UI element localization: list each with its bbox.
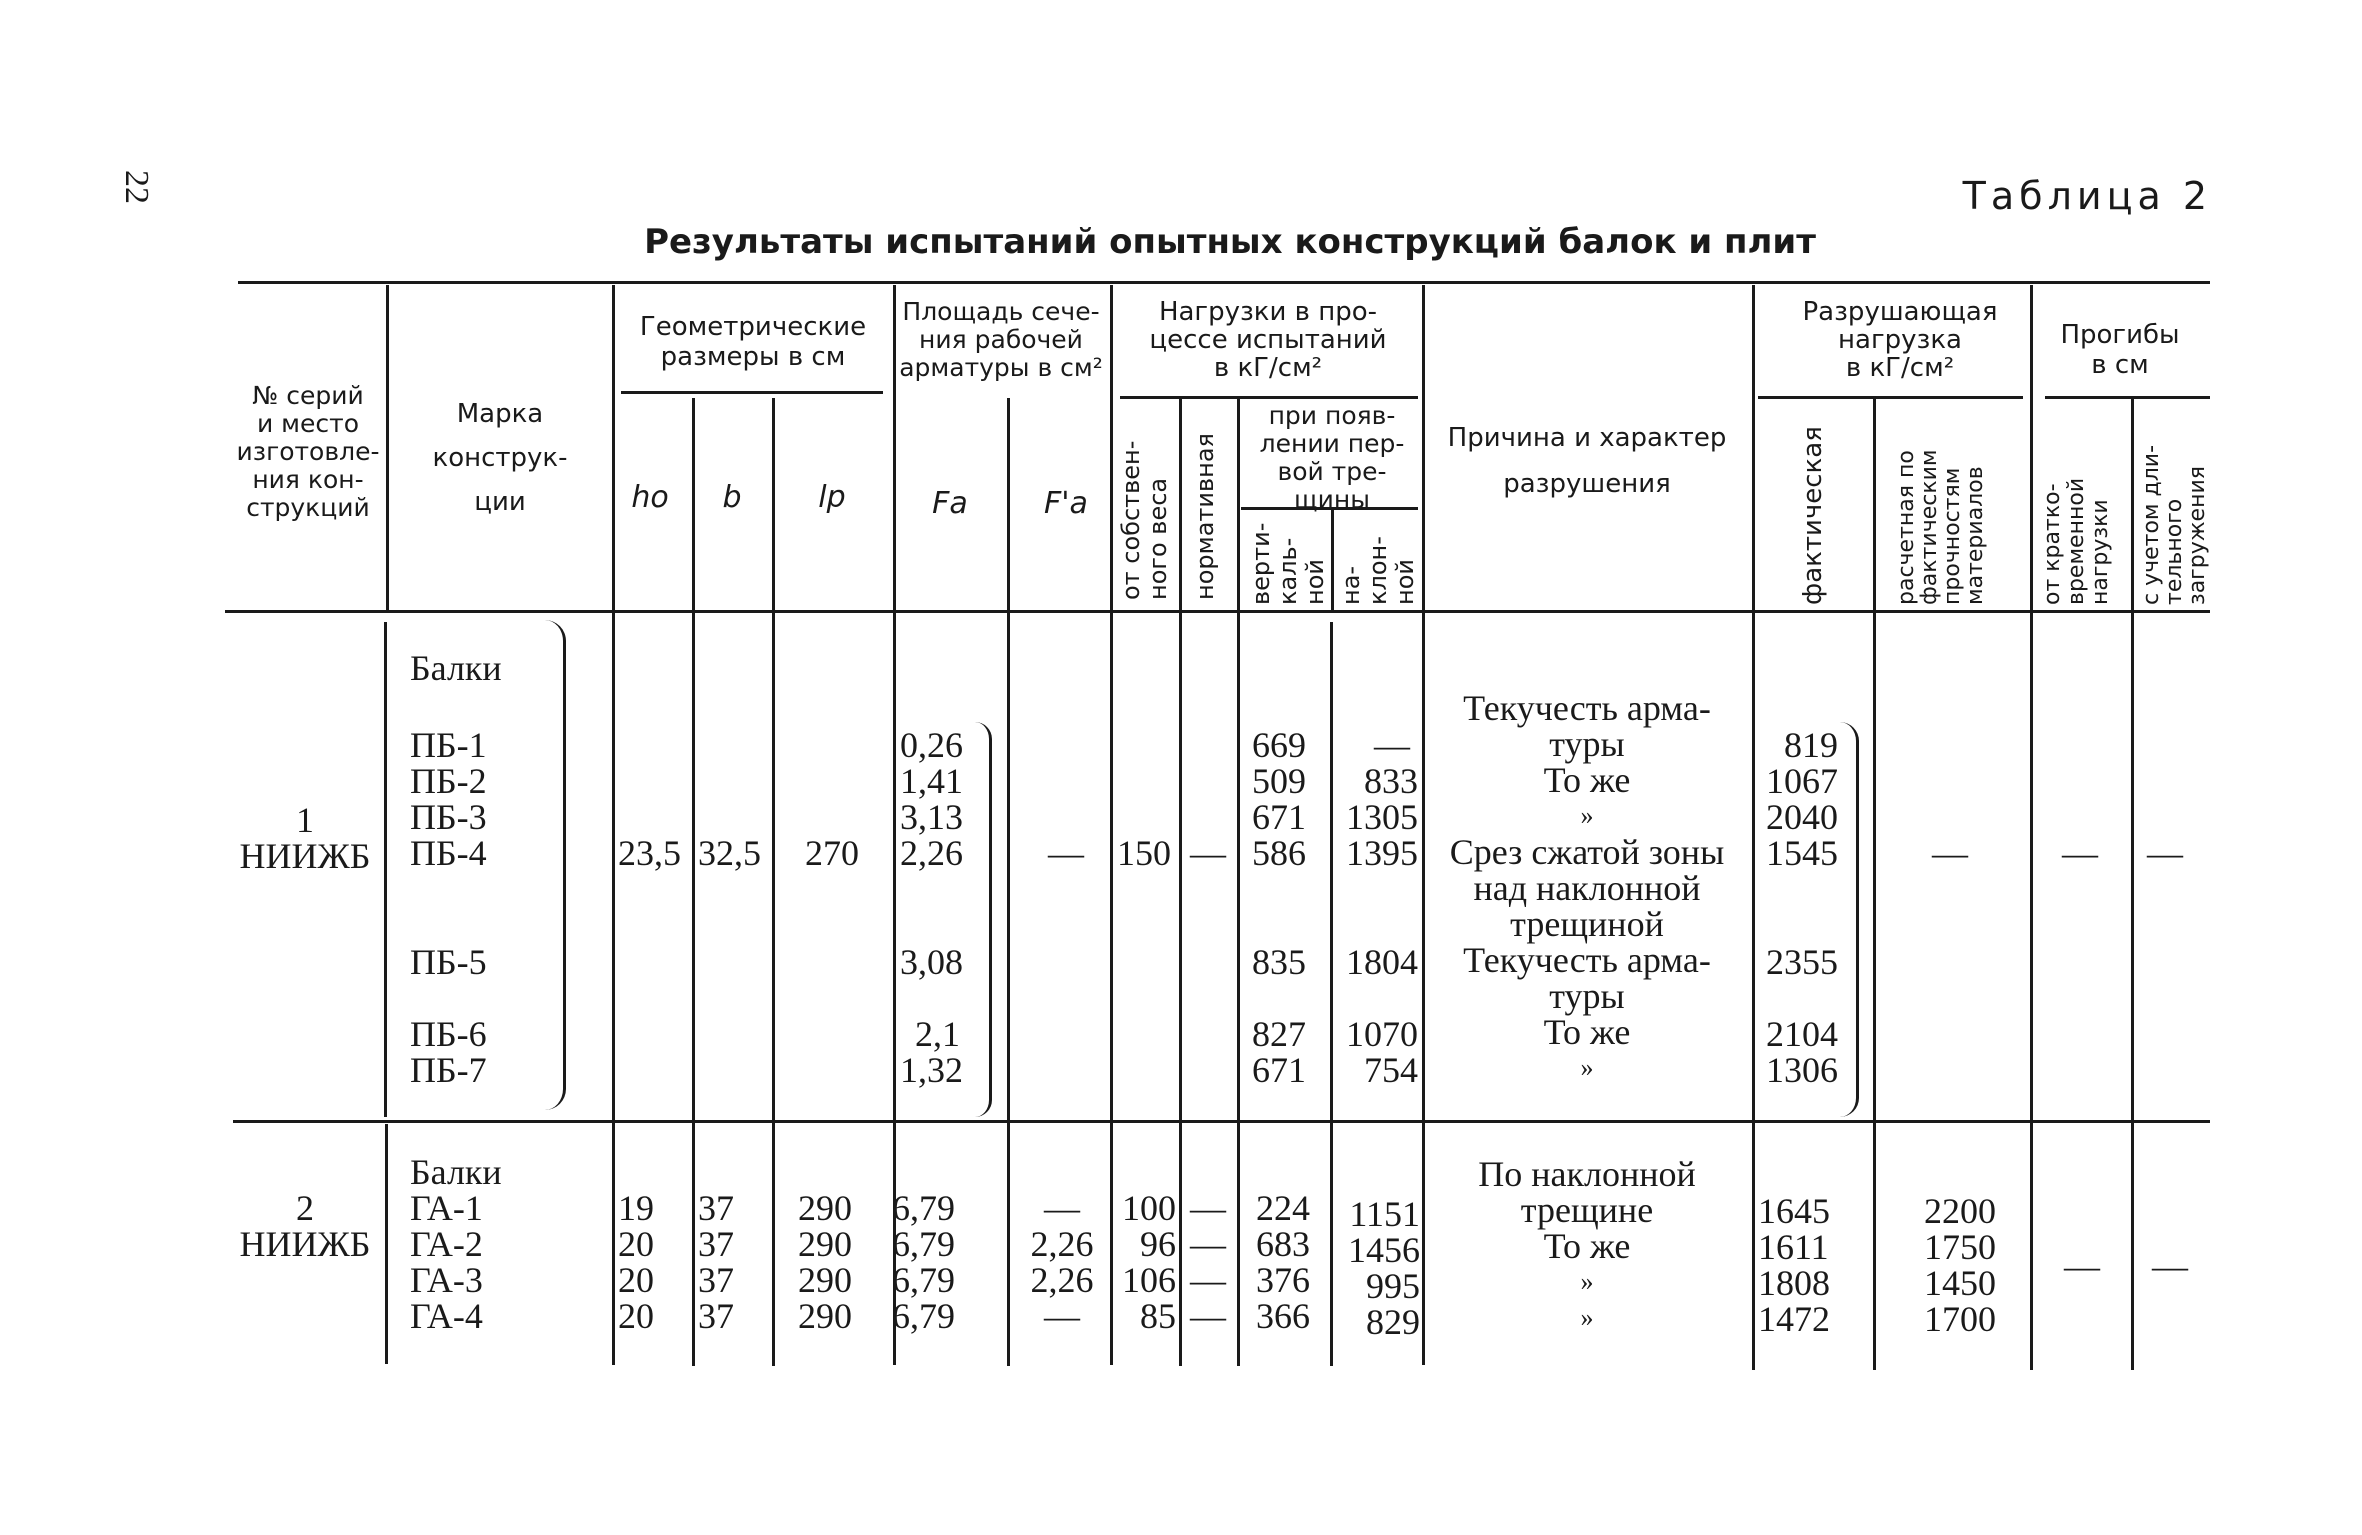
group1-mark-brace — [545, 620, 566, 1110]
header-long-term: с учетом дли- тельного загружения — [2139, 444, 2210, 605]
vert-pb1: 669 — [1252, 725, 1306, 765]
header-deflections: Прогибы в см — [2060, 320, 2180, 380]
header-inclined: на- клон- ной — [1337, 536, 1419, 605]
group1-normative: — — [1190, 833, 1226, 873]
header-own-weight: от собствен- ного веса — [1117, 440, 1172, 600]
incl-pb5: 1804 — [1346, 942, 1418, 982]
own-ga1: 100 — [1122, 1188, 1176, 1228]
vert-pb3: 671 — [1252, 797, 1306, 837]
mark-ga2: ГА-2 — [410, 1224, 483, 1264]
header-vertical: верти- каль- ной — [1247, 522, 1329, 605]
mark-pb6: ПБ-6 — [410, 1014, 487, 1054]
header-ho: ho — [631, 480, 669, 515]
norm-ga1: — — [1190, 1188, 1226, 1228]
group1-short-term: — — [2062, 833, 2098, 873]
group2-series: 2 НИИЖБ — [239, 1188, 371, 1264]
b-ga1: 37 — [698, 1188, 734, 1228]
fa-ga4: 6,79 — [892, 1296, 955, 1336]
vert-pb2: 509 — [1252, 761, 1306, 801]
group1-ho: 23,5 — [618, 833, 681, 873]
lp-ga3: 290 — [798, 1260, 852, 1300]
group2-long-term: — — [2152, 1246, 2188, 1286]
own-ga3: 106 — [1122, 1260, 1176, 1300]
mark-pb2: ПБ-2 — [410, 761, 487, 801]
fa-prime-ga4: — — [1044, 1296, 1080, 1336]
fa-pb2: 1,41 — [900, 761, 963, 801]
header-first-crack: при появ- лении пер- вой тре- щины — [1259, 401, 1405, 514]
group1-fa-brace — [975, 722, 992, 1117]
header-cause: Причина и характер разрушения — [1447, 423, 1727, 499]
mark-ga1: ГА-1 — [410, 1188, 483, 1228]
incl-pb1: — — [1374, 725, 1410, 765]
lp-ga4: 290 — [798, 1296, 852, 1336]
actual-pb4: 1545 — [1766, 833, 1838, 873]
group1-lp: 270 — [805, 833, 859, 873]
mark-pb5: ПБ-5 — [410, 942, 487, 982]
header-short-term: от кратко- временной нагрузки — [2040, 477, 2113, 605]
vert-pb6: 827 — [1252, 1014, 1306, 1054]
fa-ga2: 6,79 — [892, 1224, 955, 1264]
group1-fa-prime: — — [1048, 833, 1084, 873]
group1-causes: Текучесть арма- туры То же » Срез сжатой зоны над наклонной трещиной Текучесть арма- туры То же » — [1449, 688, 1725, 1082]
header-fa-prime: F'a — [1044, 486, 1088, 521]
actual-ga3: 1808 — [1758, 1263, 1830, 1303]
mark-pb7: ПБ-7 — [410, 1050, 487, 1090]
header-mark: Марка конструк- ции — [432, 399, 568, 517]
ho-ga3: 20 — [618, 1260, 654, 1300]
incl-pb2: 833 — [1364, 761, 1418, 801]
page-number: 22 — [118, 170, 155, 204]
table-label: Таблица 2 — [1962, 174, 2212, 218]
actual-pb3: 2040 — [1766, 797, 1838, 837]
group1-actual-brace — [1840, 722, 1859, 1117]
group1-long-term: — — [2147, 833, 2183, 873]
ho-ga4: 20 — [618, 1296, 654, 1336]
actual-ga4: 1472 — [1758, 1299, 1830, 1339]
group2-type: Балки — [410, 1152, 502, 1192]
header-b: b — [722, 480, 742, 515]
table-title: Результаты испытаний опытных конструкций балок и плит — [644, 222, 1816, 262]
vert-ga4: 366 — [1256, 1296, 1310, 1336]
vert-pb7: 671 — [1252, 1050, 1306, 1090]
actual-pb6: 2104 — [1766, 1014, 1838, 1054]
lp-ga2: 290 — [798, 1224, 852, 1264]
group2-short-term: — — [2064, 1246, 2100, 1286]
actual-ga2: 1611 — [1758, 1227, 1829, 1267]
own-ga2: 96 — [1140, 1224, 1176, 1264]
vert-ga3: 376 — [1256, 1260, 1310, 1300]
calc-ga1: 2200 — [1924, 1191, 1996, 1231]
fa-pb4: 2,26 — [900, 833, 963, 873]
vert-ga1: 224 — [1256, 1188, 1310, 1228]
group1-b: 32,5 — [698, 833, 761, 873]
mark-ga4: ГА-4 — [410, 1296, 483, 1336]
calc-ga3: 1450 — [1924, 1263, 1996, 1303]
ho-ga2: 20 — [618, 1224, 654, 1264]
group1-calculated: — — [1932, 833, 1968, 873]
vert-ga2: 683 — [1256, 1224, 1310, 1264]
incl-pb4: 1395 — [1346, 833, 1418, 873]
fa-prime-ga1: — — [1044, 1188, 1080, 1228]
header-fa: Fa — [932, 486, 968, 521]
group1-own-weight: 150 — [1117, 833, 1171, 873]
incl-ga1: 1151 — [1349, 1194, 1420, 1234]
norm-ga4: — — [1190, 1296, 1226, 1336]
own-ga4: 85 — [1140, 1296, 1176, 1336]
mark-pb3: ПБ-3 — [410, 797, 487, 837]
fa-pb1: 0,26 — [900, 725, 963, 765]
b-ga2: 37 — [698, 1224, 734, 1264]
fa-pb3: 3,13 — [900, 797, 963, 837]
incl-pb3: 1305 — [1346, 797, 1418, 837]
header-actual: фактическая — [1798, 426, 1828, 605]
header-lp: lp — [818, 480, 846, 515]
fa-ga1: 6,79 — [892, 1188, 955, 1228]
incl-ga2: 1456 — [1348, 1230, 1420, 1270]
calc-ga2: 1750 — [1924, 1227, 1996, 1267]
fa-prime-ga3: 2,26 — [1030, 1260, 1094, 1300]
norm-ga3: — — [1190, 1260, 1226, 1300]
lp-ga1: 290 — [798, 1188, 852, 1228]
vert-pb4: 586 — [1252, 833, 1306, 873]
incl-ga4: 829 — [1366, 1302, 1420, 1342]
header-failure: Разрушающая нагрузка в кГ/см² — [1802, 297, 1998, 383]
fa-prime-ga2: 2,26 — [1030, 1224, 1094, 1264]
norm-ga2: — — [1190, 1224, 1226, 1264]
actual-pb2: 1067 — [1766, 761, 1838, 801]
b-ga3: 37 — [698, 1260, 734, 1300]
header-geometry: Геометрические размеры в см — [639, 312, 867, 372]
header-loads: Нагрузки в про- цессе испытаний в кГ/см² — [1149, 297, 1387, 383]
mark-pb1: ПБ-1 — [410, 725, 487, 765]
incl-ga3: 995 — [1366, 1266, 1420, 1306]
ho-ga1: 19 — [618, 1188, 654, 1228]
vert-pb5: 835 — [1252, 942, 1306, 982]
actual-ga1: 1645 — [1758, 1191, 1830, 1231]
calc-ga4: 1700 — [1924, 1299, 1996, 1339]
mark-pb4: ПБ-4 — [410, 833, 487, 873]
actual-pb7: 1306 — [1766, 1050, 1838, 1090]
fa-pb5: 3,08 — [900, 942, 963, 982]
actual-pb5: 2355 — [1766, 942, 1838, 982]
incl-pb6: 1070 — [1346, 1014, 1418, 1054]
header-series: № серий и место изготовле- ния кон- струкций — [236, 381, 380, 522]
header-calculated: расчетная по фактическим прочностям материалов — [1894, 449, 1988, 605]
actual-pb1: 819 — [1784, 725, 1838, 765]
fa-ga3: 6,79 — [892, 1260, 955, 1300]
incl-pb7: 754 — [1364, 1050, 1418, 1090]
header-area: Площадь сече- ния рабочей арматуры в см² — [899, 297, 1103, 382]
fa-pb7: 1,32 — [900, 1050, 963, 1090]
b-ga4: 37 — [698, 1296, 734, 1336]
group2-causes: По наклонной трещине То же » » — [1478, 1154, 1696, 1332]
group1-type: Балки — [410, 648, 502, 688]
mark-ga3: ГА-3 — [410, 1260, 483, 1300]
group1-series: 1 НИИЖБ — [239, 800, 371, 876]
header-normative: нормативная — [1191, 433, 1219, 600]
fa-pb6: 2,1 — [915, 1014, 960, 1054]
